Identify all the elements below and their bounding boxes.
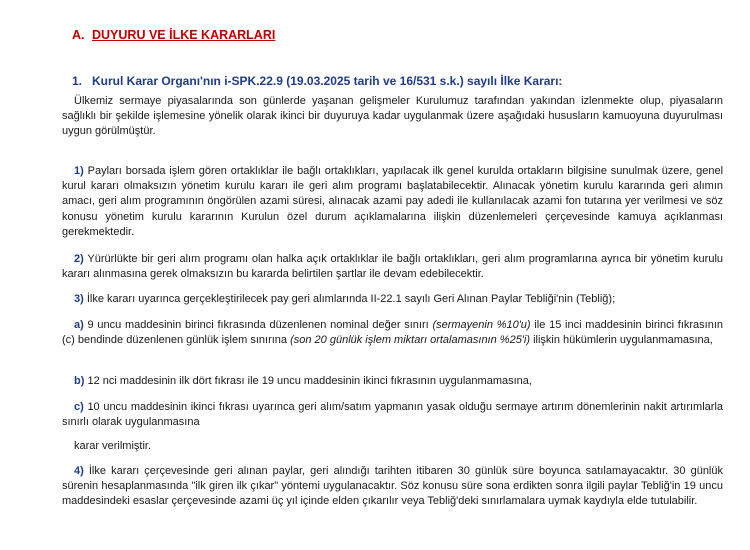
item-2-text: Yürürlükte bir geri alım programı olan halka açık ortaklıklar ile bağlı ortaklıkları, geri alım programlarına ayrıca bir yönetim kurulu kararı alınmasına gerek olmaksızın bu kararda belirtilen şartlar ile devam edebilecektir. [62, 253, 724, 281]
item-a-text-3: ilişkin hükümlerin uygulanmamasına, [533, 334, 713, 347]
item-a-paragraph [62, 318, 723, 348]
item-a-italic-2: (son 20 günlük işlem miktarı ortalamasının %25'i) [290, 334, 531, 347]
item-c-text: 10 uncu maddesinin ikinci fıkrası uyarınca geri alım/satım yapmanın yasak olduğu sermaye artırım dönemlerinin nakit artırımlarla sınırlı olarak uygulanmasına [62, 401, 723, 429]
item-2-paragraph [62, 252, 723, 282]
item-b-paragraph [62, 374, 723, 389]
item-3-label: 3) [74, 293, 84, 305]
item-a-italic-1: (sermayenin %10'u) [432, 319, 531, 331]
item-4-text: İlke kararı çerçevesinde geri alınan paylar, geri alındığı tarihten itibaren 30 günlük süre boyunca satılamayacaktır. 30 günlük sürenin hesaplanmasında "ilk giren ilk çıkar" yöntemi uygulanacaktır. Söz konusu süre sona erdikten sonra ilgili paylar Tebliğ'in 19 uncu maddesindeki esaslar çerçevesinde azami üç yıl içinde elden çıkarılır veya Tebliğ'deki sınırlamalara uymak kaydıyla elde tutulabilir. [62, 465, 723, 508]
item-a-text-2: ile 15 inci maddesinin birinci fıkrasının (c) bendinde düzenlenen günlük işlem sınırına [62, 319, 724, 347]
item-1-paragraph [62, 164, 723, 240]
item-b-label: b) [74, 375, 85, 387]
heading-text: DUYURU VE İLKE KARARLARI [92, 28, 276, 42]
decision-number: 1. [72, 74, 83, 88]
heading-letter: A. [72, 28, 85, 42]
item-c-label: c) [74, 401, 84, 413]
item-a-text-1: 9 uncu maddesinin birinci fıkrasında düzenlenen nominal değer sınırı [87, 319, 429, 331]
item-1-text: Payları borsada işlem gören ortaklıklar ile bağlı ortaklıkları, yapılacak ilk genel kurulda ortakların bilgisine sunulmak üzere, genel kurul kararı olmaksızın yönetim kurulu kararı ile geri alım programı başlatabilecektir. Alınacak yönetim kurulu kararında geri alımın amacı, geri alım programının öngörülen azami süresi, alınacak azami pay adedi ile kullanılacak azami fon tutarına yer verilmesi ve söz konusu yönetim kurulu kararının Kurulun özel durum açıklamalarına ilişkin düzenlemeleri çerçevesinde kamuya açıklanması gerekmektedir. [62, 165, 724, 238]
item-a-label: a) [74, 319, 84, 331]
decision-title [72, 74, 562, 88]
item-4-paragraph [62, 464, 723, 510]
item-4-label: 4) [74, 465, 84, 477]
decision-closing: karar verilmiştir. [74, 440, 152, 452]
intro-text: Ülkemiz sermaye piyasalarında son günlerde yaşanan gelişmeler Kurulumuz tarafından yakından izlenmekte olup, piyasaların sağlıklı bir şekilde işlemesine yönelik olarak ikinci bir duyuruya kadar uygulanmak üzere aşağıdaki hususların kamuoyuna duyurulması uygun görülmüştür. [62, 95, 723, 138]
section-heading [72, 28, 275, 42]
item-c-paragraph [62, 400, 723, 430]
item-2-label: 2) [74, 253, 84, 265]
decision-title-text: Kurul Karar Organı'nın i-SPK.22.9 (19.03.2025 tarih ve 16/531 s.k.) sayılı İlke Kararı: [92, 74, 563, 88]
intro-paragraph [62, 94, 723, 140]
item-3-paragraph [62, 292, 723, 307]
item-b-text: 12 nci maddesinin ilk dört fıkrası ile 19 uncu maddesinin ikinci fıkrasının uygulanmamasına, [87, 375, 532, 387]
item-3-text: İlke kararı uyarınca gerçekleştirilecek pay geri alımlarında II-22.1 sayılı Geri Alınan Paylar Tebliği'nin (Tebliğ); [86, 293, 616, 305]
item-1-label: 1) [74, 165, 84, 177]
